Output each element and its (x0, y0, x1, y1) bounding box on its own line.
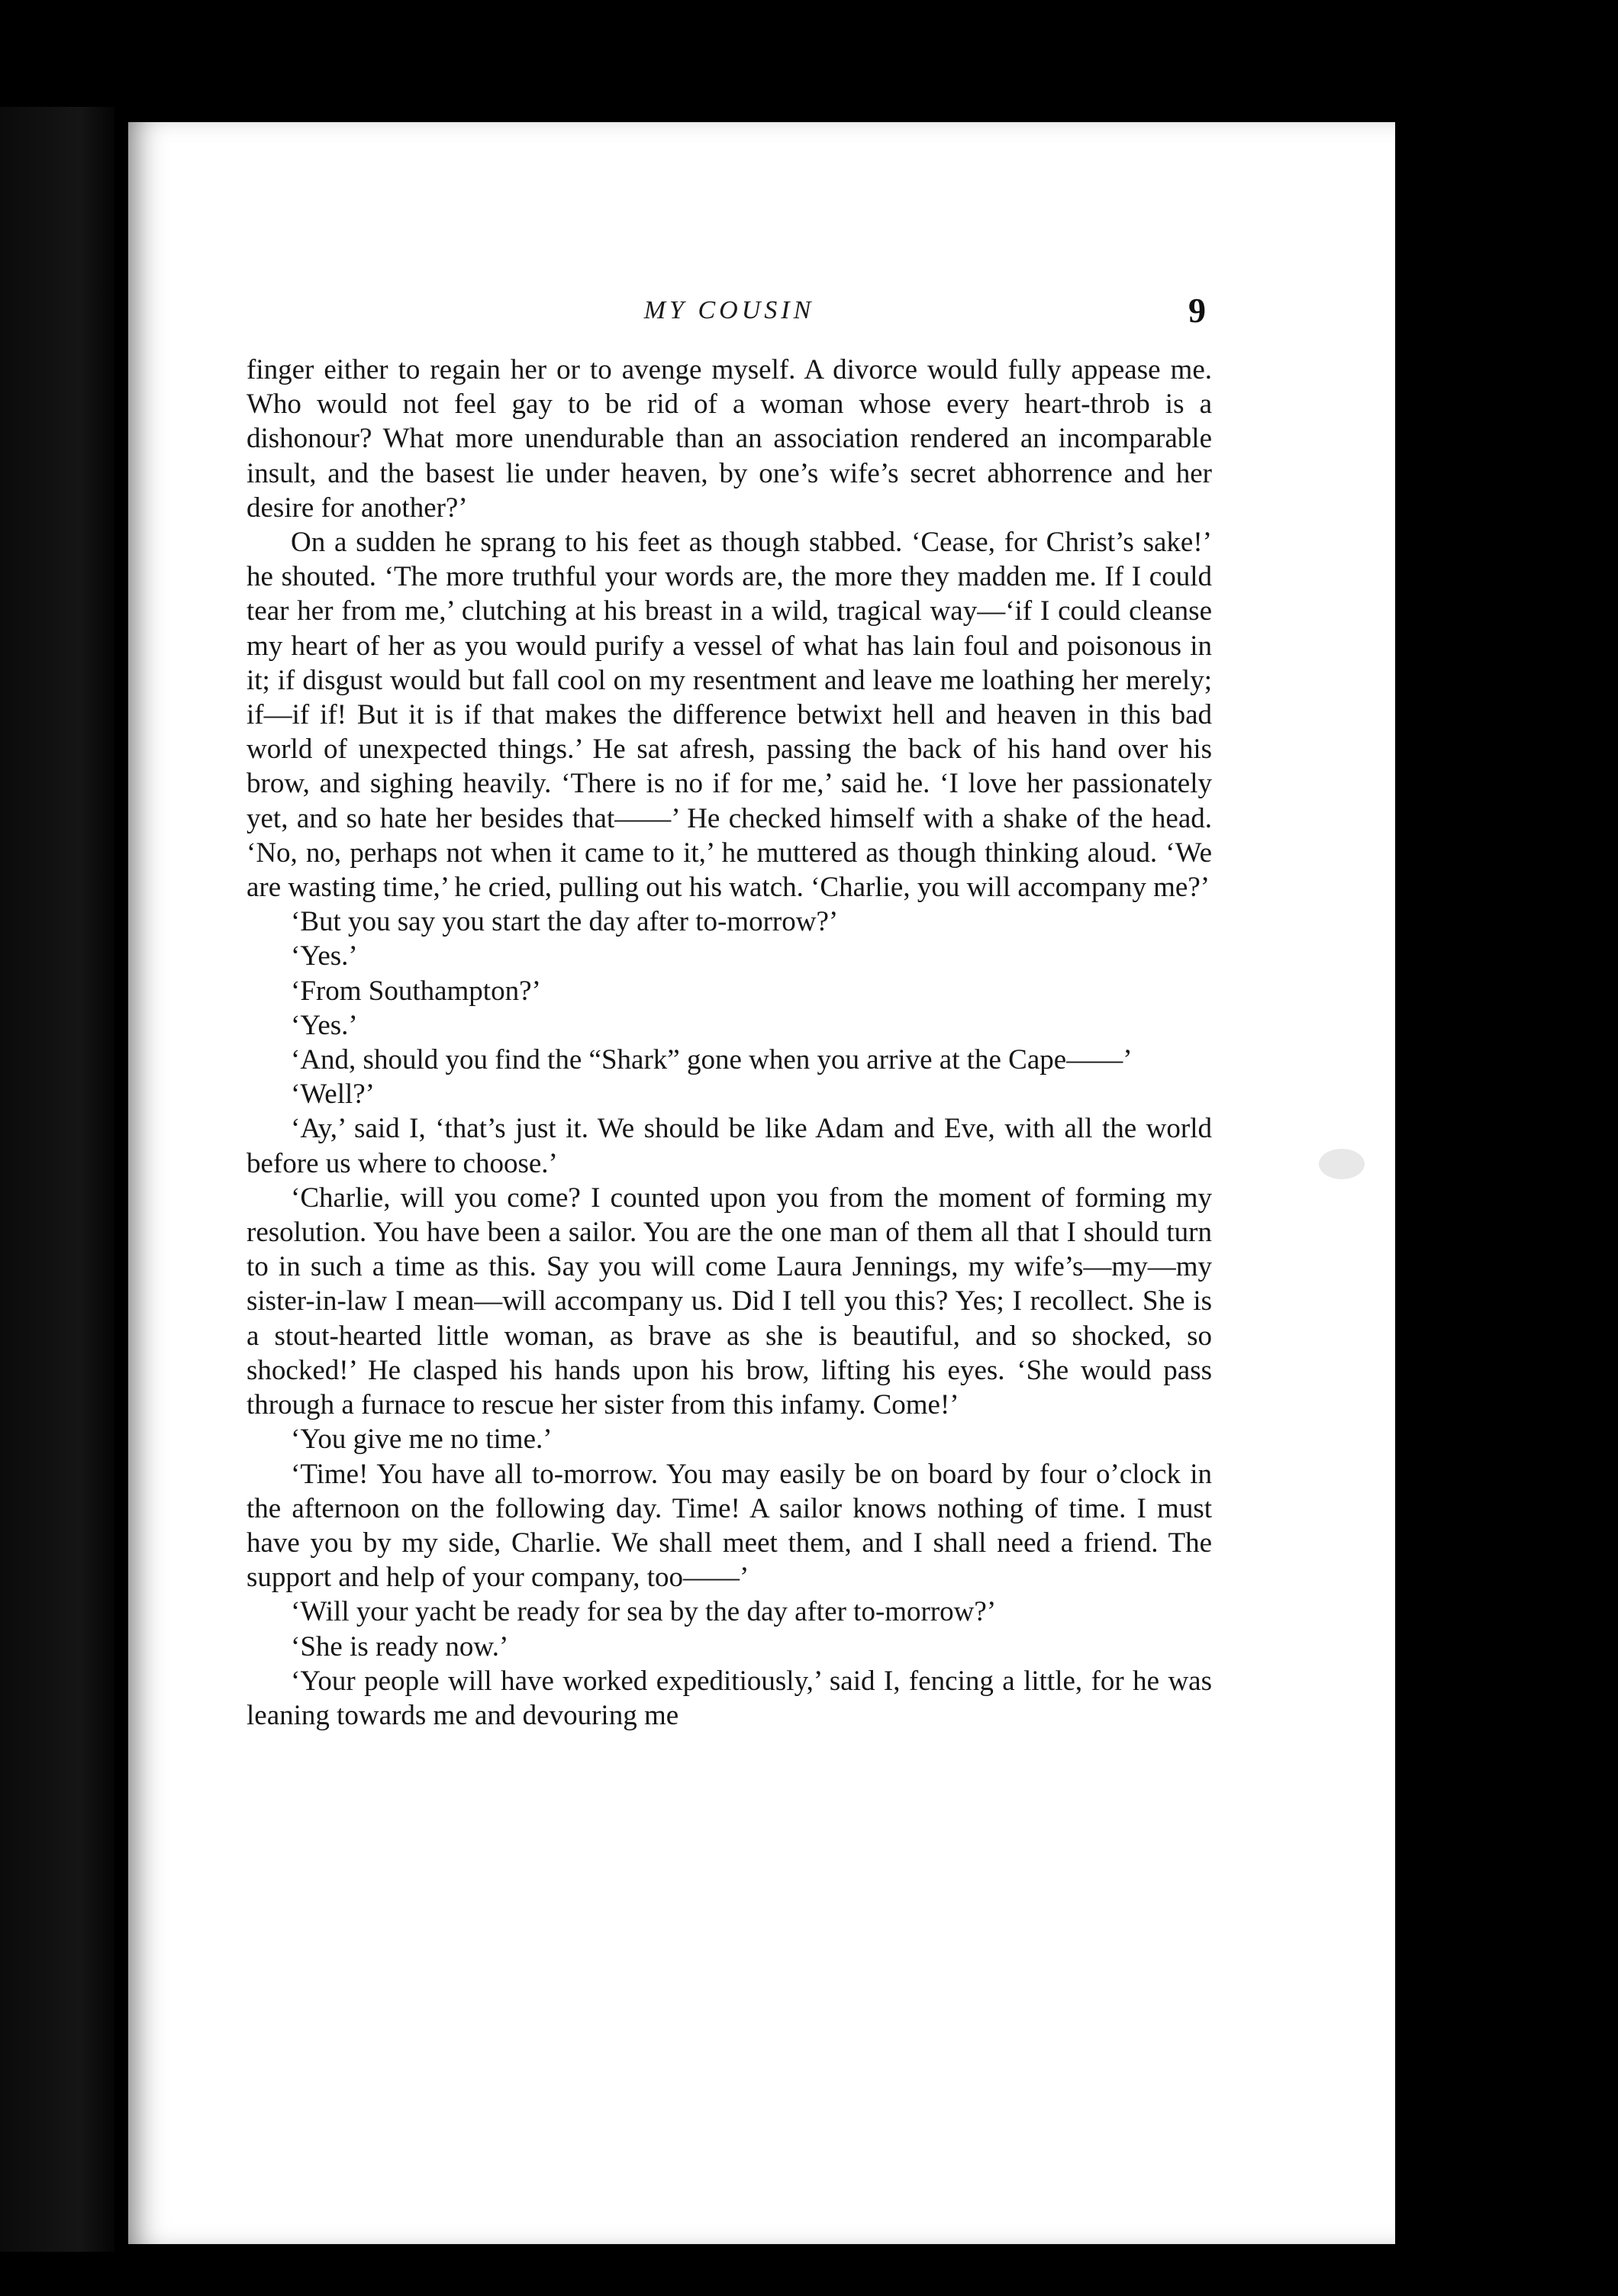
stray-mark (1319, 1149, 1365, 1179)
body-text (247, 353, 1212, 1733)
paragraph: On a sudden he sprang to his feet as though stabbed. ‘Cease, for Christ’s sake!’ he shouted. ‘The more truthful your words are, the more they madden me. If I could tear her from me,’ clutching at his breast in a wild, tragical way—‘if I could cleanse my heart of her as you would purify a vessel of what has lain foul and poisonous in it; if disgust would but fall cool on my resentment and leave me loathing her merely; if—if if! But it is if that makes the difference betwixt hell and heaven in this bad world of unexpected things.’ He sat afresh, passing the back of his hand over his brow, and sighing heavily. ‘There is no if for me,’ said he. ‘I love her passionately yet, and so hate her besides that——’ He checked himself with a shake of the head. ‘No, no, perhaps not when it came to it,’ he muttered as though thinking aloud. ‘We are wasting time,’ he cried, pulling out his watch. ‘Charlie, you will accompany me?’ (247, 527, 1212, 904)
book-page (128, 122, 1395, 2244)
paragraph: ‘Yes.’ (291, 1009, 358, 1041)
paragraph: ‘Ay,’ said I, ‘that’s just it. We should be like Adam and Eve, with all the world before us where to choose.’ (247, 1113, 1212, 1179)
running-title: MY COUSIN (643, 296, 815, 324)
paragraph: ‘Well?’ (291, 1079, 375, 1111)
paragraph: ‘Will your yacht be ready for sea by the day after to-morrow?’ (291, 1596, 997, 1628)
paragraph: ‘And, should you find the “Shark” gone when you arrive at the Cape——’ (291, 1044, 1133, 1076)
paragraph: ‘Your people will have worked expeditiously,’ said I, fencing a little, for he was leaning towards me and devouring me (247, 1665, 1212, 1731)
paragraph: ‘Time! You have all to-morrow. You may easily be on board by four o’clock in the afternoon on the following day. Time! A sailor knows nothing of time. I must have you by my side, Charlie. We shall meet them, and I shall need a friend. The support and help of your company, too——’ (247, 1458, 1212, 1594)
paragraph: ‘Yes.’ (291, 940, 358, 972)
running-head (247, 291, 1212, 353)
paragraph: ‘But you say you start the day after to-morrow?’ (291, 906, 839, 938)
paragraph: finger either to regain her or to avenge myself. A divorce would fully appease me. Who would not feel gay to be rid of a woman whose every heart-throb is a dishonour? What more unendurable than an association rendered an incomparable insult, and the basest lie under heaven, by one’s wife’s secret abhorrence and her desire for another?’ (247, 354, 1212, 524)
paragraph: ‘She is ready now.’ (291, 1630, 509, 1662)
paragraph: ‘You give me no time.’ (291, 1424, 553, 1456)
page-number: 9 (1188, 291, 1206, 330)
page-content (247, 291, 1212, 2113)
previous-page-edge (0, 107, 114, 2252)
paragraph: ‘Charlie, will you come? I counted upon you from the moment of forming my resolution. You have been a sailor. You are the one man of them all that I should turn to in such a time as this. Say you will come Laura Jennings, my wife’s—my—my sister-in-law I mean—will accompany us. Did I tell you this? Yes; I recollect. She is a stout-hearted little woman, as brave as she is beautiful, and so shocked, so shocked!’ He clasped his hands upon his brow, lifting his eyes. ‘She would pass through a furnace to rescue her sister from this infamy. Come!’ (247, 1182, 1212, 1421)
paragraph: ‘From Southampton?’ (291, 975, 541, 1007)
